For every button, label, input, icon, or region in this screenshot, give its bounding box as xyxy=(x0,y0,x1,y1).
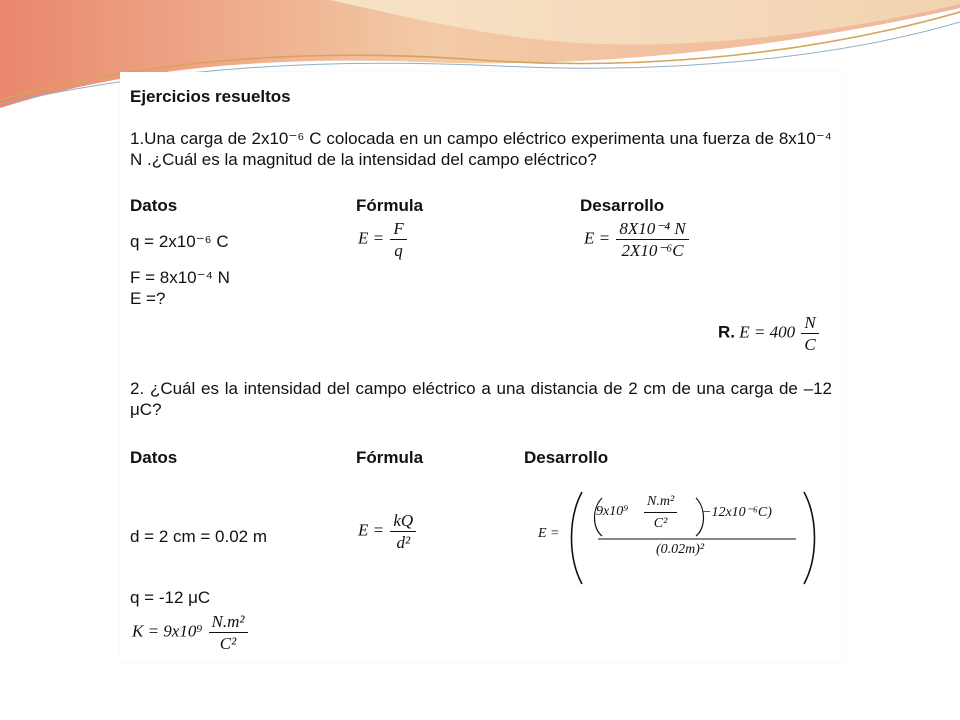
exercise-2-question: 2. ¿Cuál es la intensidad del campo eléctrico a una distancia de 2 cm de una carga de –12 μC? xyxy=(130,379,832,419)
ex2-dato-d: d = 2 cm = 0.02 m xyxy=(130,527,268,546)
ex1-formula-header: Fórmula xyxy=(356,196,424,215)
ex1-development: E = $\frac{\text{8X10⁻⁴ N}}{\text{2X10⁻⁶C}}$ xyxy=(584,219,691,260)
ex1-formula: E = $\frac{F}{q}$ xyxy=(358,219,409,260)
ex1-desarrollo-header: Desarrollo xyxy=(580,196,665,215)
ex1-dato-f: F = 8x10⁻⁴ N xyxy=(130,268,230,287)
ex2-datos-header: Datos xyxy=(130,448,178,467)
page-title: Ejercicios resueltos xyxy=(130,87,291,106)
ex1-datos-header: Datos xyxy=(130,196,178,215)
ex2-constant-k: K = 9x10⁹ $\frac{\text{N.m²}}{\text{C²}}$ xyxy=(132,612,250,653)
ex2-formula-header: Fórmula xyxy=(356,448,424,467)
ex1-dato-e: E =? xyxy=(130,289,166,308)
ex1-answer: R. E = 400 $\frac{N}{C}$ xyxy=(718,313,821,354)
exercise-1-question: 1.Una carga de 2x10⁻⁶ C colocada en un campo eléctrico experimenta una fuerza de 8x10⁻⁴ N .¿Cuál es la magnitud de la intensidad del campo eléctrico? xyxy=(130,129,832,169)
ex2-desarrollo-header: Desarrollo xyxy=(524,448,609,467)
ex1-dato-q: q = 2x10⁻⁶ C xyxy=(130,232,229,251)
ex2-dato-q: q = -12 μC xyxy=(130,588,211,607)
ex2-development: E = 9x10⁹ $\frac{\text{N.m²}}{\text{C²}}$ −12x10⁻⁶C) (0.02m)² xyxy=(538,490,818,586)
ex2-formula: E = $\frac{kQ}{\text{d²}}$ xyxy=(358,511,418,552)
